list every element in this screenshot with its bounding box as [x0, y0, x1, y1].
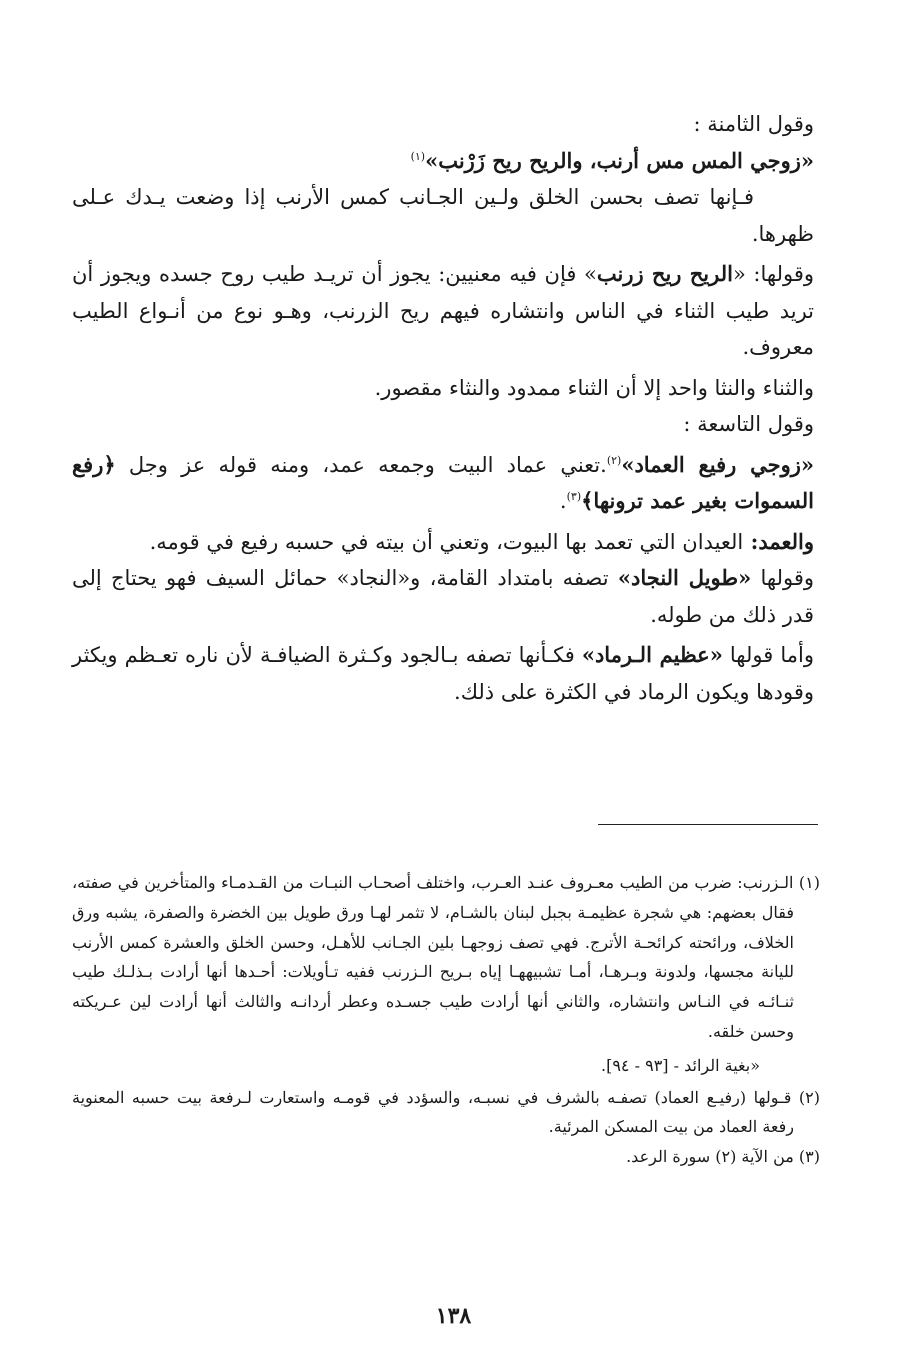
- footnote-3: (٣) من الآية (٢) سورة الرعد.: [626, 1147, 820, 1167]
- footnote-source: «بغية الرائد - [٩٣ - ٩٤].: [601, 1055, 760, 1075]
- paragraph: [72, 637, 814, 710]
- quote: «طويل النجاد»: [617, 565, 752, 590]
- footnote-2: (٢) قـولها (رفيـع العماد) تصفـه بالشرف في نسبـه، والسؤدد في قومـه واستعارت لـرفعة بيت حسبه المعنوية رفعة العماد من بيت المسكن المرئية.: [72, 1087, 821, 1137]
- text: فكـأنها تصفه بـالجود وكـثرة الضيافـة لأن ناره تعـظم ويكثر وقودها ويكون الرماد في الكثرة على ذلك.: [72, 643, 814, 704]
- footnote-separator: [598, 824, 818, 825]
- text: .: [559, 489, 567, 513]
- quran-quote: ﴿رفع السموات بغير عمد ترونها﴾: [72, 451, 814, 513]
- paragraph: والثناء والنثا واحد إلا أن الثناء ممدود والنثاء مقصور.: [374, 375, 814, 400]
- footnote-ref: (١): [410, 149, 426, 163]
- paragraph: فـإنها تصف بحسن الخلق ولـين الجـانب كمس الأرنب إذا وضعت يـدك عـلى ظهرها.: [72, 185, 814, 246]
- quote: «عظيم الـرماد»: [581, 642, 723, 667]
- quote: «زوجي رفيع العماد»: [621, 451, 814, 477]
- quote: «زوجي المس مس أرنب، والريح ريح زَرْنب»: [425, 147, 814, 173]
- quote: الريح ريح زرنب: [596, 261, 733, 286]
- footnotes: [72, 868, 820, 1172]
- page-number: ١٣٨: [435, 1303, 472, 1329]
- text: العيدان التي تعمد بها البيوت، وتعني أن بيته في حسبه رفيع في قومه.: [149, 529, 744, 554]
- text: .تعني عماد البيت وجمعه عمد، ومنه قوله عز وجل: [115, 452, 607, 477]
- text: وقولها: [751, 566, 814, 590]
- text: تصفه بامتداد القامة، و«النجاد» حمائل السيف فهو يحتاج إلى قدر ذلك من طوله.: [72, 566, 814, 627]
- main-text: [72, 106, 814, 710]
- term: والعمد:: [743, 528, 814, 554]
- paragraph: [72, 256, 814, 366]
- paragraph: وقول الثامنة :: [693, 112, 814, 136]
- text: » فإن فيه معنيين: يجوز أن تريـد طيب روح جسده ويجوز أن تريد طيب الثناء في الناس وانتشاره فيهم ريح الزرنب، وهـو نوع من أنـواع الطيب معروف.: [72, 262, 814, 359]
- text: وأما قولها: [722, 643, 814, 667]
- paragraph: [72, 447, 814, 520]
- text: وقولها: «: [732, 262, 814, 286]
- quoted-saying: [72, 143, 814, 180]
- footnote-ref: (٢): [606, 453, 622, 467]
- footnote-ref: (٣): [566, 490, 582, 503]
- paragraph: وقول التاسعة :: [683, 412, 814, 436]
- paragraph: [72, 524, 814, 561]
- footnote-1: (١) الـزرنب: ضرب من الطيب معـروف عنـد العـرب، واختلف أصحـاب النبـات من القـدمـاء والمتأخرين في صفته، فقال بعضهم: هي شجرة عظيمـة بجبل لبنان بالشـام، لا تثمر لهـا ورق طويل بين الخضرة والصفرة، يشبه ورق الخلاف، ورائحته كرائحـة الأترج. فهي تصف زوجهـا بلين الجـانب للأهـل، وحسن الخلق والعشرة كمس الأرنب لليانة مجسها، ولدونة وبـرهـا، أمـا تشبيههـا إياه بـريح الـزرنب ففيه تـأويلات: أحـدها أنها أرادت بـذلـك طيب ثنـائـه في النـاس وانتشاره، والثاني أنها أرادت طيب جسـده وعطر أردانـه والثالث أنها أرادت لين عـريكته وحسن خلقه.: [72, 873, 820, 1041]
- paragraph: [72, 560, 814, 633]
